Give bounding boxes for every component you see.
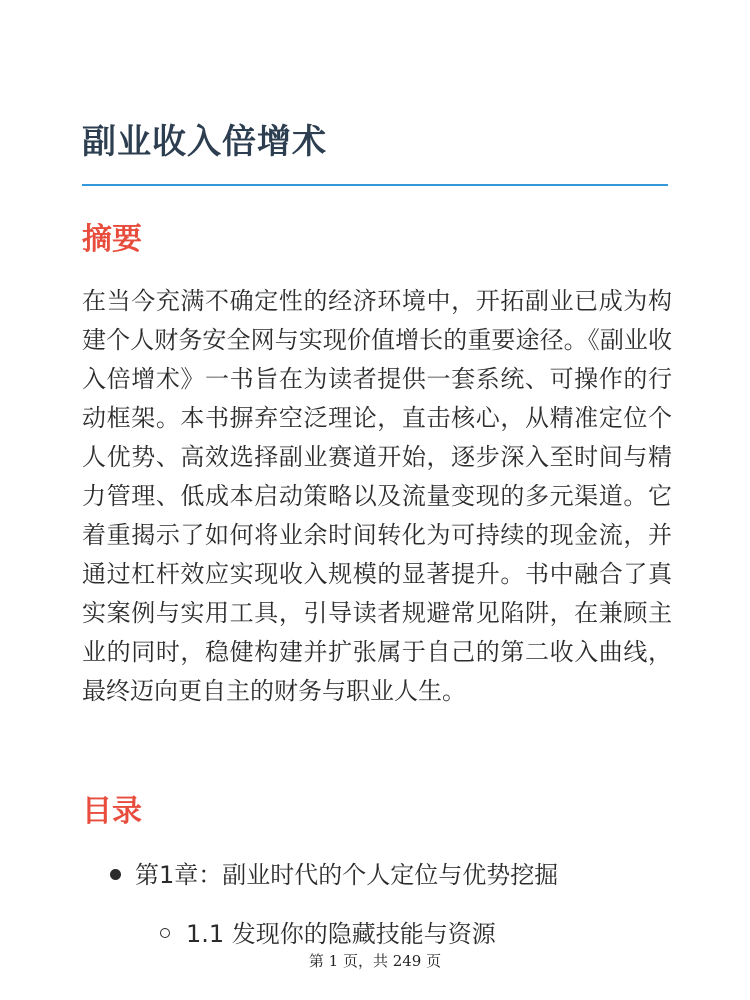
bullet-circle-icon — [160, 928, 170, 938]
abstract-paragraph: 在当今充满不确定性的经济环境中，开拓副业已成为构建个人财务安全网与实现价值增长的重要途径。《副业收入倍增术》一书旨在为读者提供一套系统、可操作的行动框架。本书摒弃空泛理论，直击核心，从精准定位个人优势、高效选择副业赛道开始，逐步深入至时间与精力管理、低成本启动策略以及流量变现的多元渠道。它着重揭示了如何将业余时间转化为可持续的现金流，并通过杠杆效应实现收入规模的显著提升。书中融合了真实案例与实用工具，引导读者规避常见陷阱，在兼顾主业的同时，稳健构建并扩张属于自己的第二收入曲线，最终迈向更自主的财务与职业人生。 — [82, 287, 672, 705]
document-title: 副业收入倍增术 — [82, 122, 327, 162]
bullet-disc-icon — [110, 869, 121, 880]
toc-chapter-label: 第1章：副业时代的个人定位与优势挖掘 — [135, 861, 559, 889]
toc-section-item[interactable] — [160, 914, 496, 954]
toc-section-label: 1.1 发现你的隐藏技能与资源 — [186, 920, 496, 948]
page-number-footer: 第 1 页，共 249 页 — [308, 952, 442, 970]
title-divider — [82, 184, 668, 186]
toc-chapter-item[interactable] — [110, 855, 558, 895]
abstract-heading: 摘要 — [82, 222, 142, 257]
toc-heading: 目录 — [82, 794, 142, 829]
